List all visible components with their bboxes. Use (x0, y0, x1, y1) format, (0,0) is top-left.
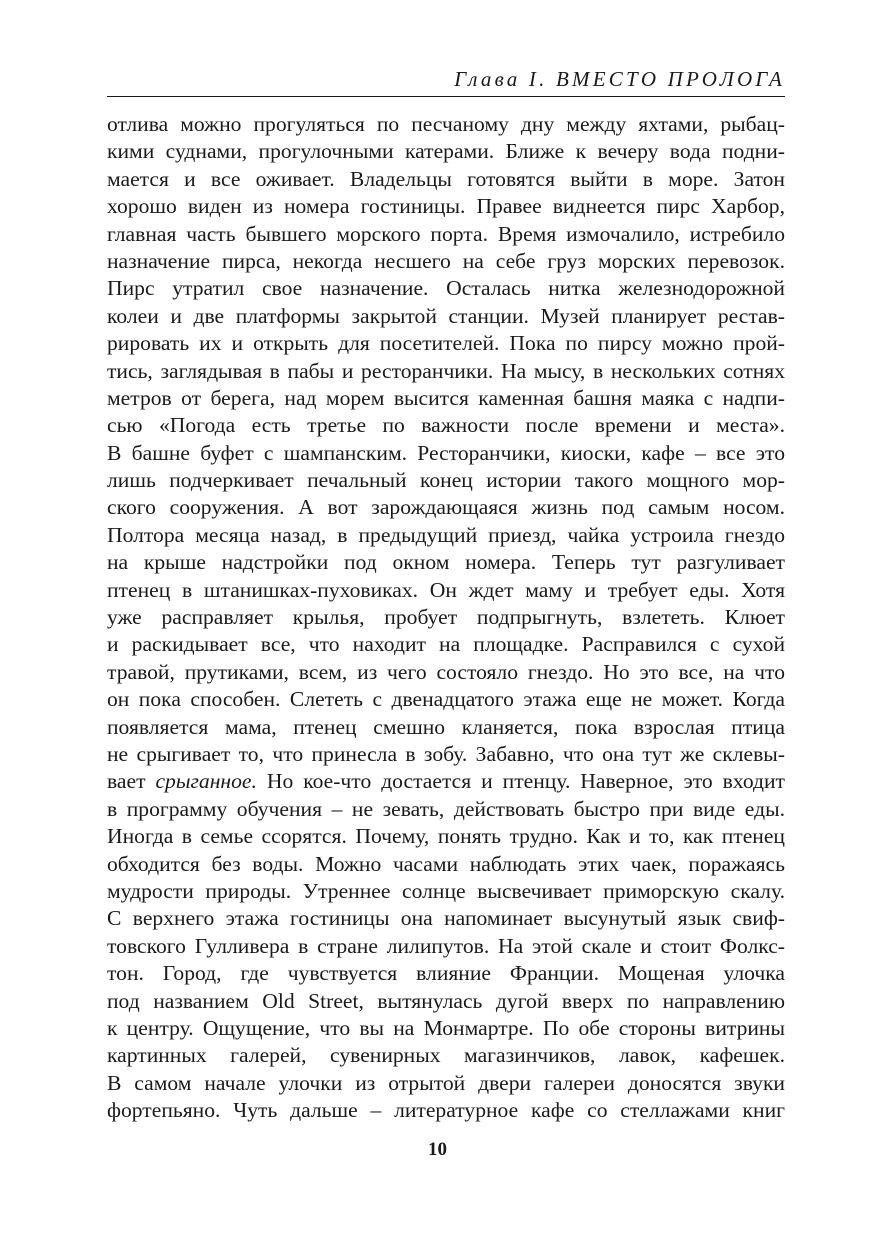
text-line: Полтора месяца назад, в предыдущий приезд, чайка устроила гнездо (107, 522, 785, 547)
text-line: главная часть бывшего морского порта. Время измочалило, истребило (107, 221, 785, 246)
text-line: хорошо виден из номера гостиницы. Правее виднеется пирс Харбор, (107, 194, 785, 219)
text-line: обходится без воды. Можно часами наблюдать этих чаек, поражаясь (107, 851, 785, 876)
text-line: тись, заглядывая в пабы и ресторанчики. На мысу, в нескольких сотнях (107, 358, 785, 383)
text-line-with-emphasis (107, 768, 785, 795)
text-line: и раскидывает все, что находит на площадке. Расправился с сухой (107, 632, 785, 657)
text-line: Иногда в семье ссорятся. Почему, понять трудно. Как и то, как птенец (107, 824, 785, 849)
text-line: фортепьяно. Чуть дальше – литературное кафе со стеллажами книг (107, 1098, 785, 1123)
text-line: мается и все оживает. Владельцы готовятся выйти в море. Затон (107, 166, 785, 191)
text-line: сью «Погода есть третье по важности после времени и места». (107, 413, 785, 438)
text-line: В самом начале улочки из отрытой двери галереи доносятся звуки (107, 1070, 785, 1095)
text-line: ского сооружения. А вот зарождающаяся жизнь под самым носом. (107, 495, 785, 520)
body-text (107, 111, 785, 1124)
text-segment: вает (107, 769, 156, 794)
running-head: Глава I. ВМЕСТО ПРОЛОГА (454, 67, 785, 91)
text-line: уже расправляет крылья, пробует подпрыгнуть, взлететь. Клюет (107, 605, 785, 630)
text-segment: Но кое-что достается и птенцу. Наверное, это входит (256, 769, 785, 794)
emphasized-word: срыганное. (155, 769, 257, 794)
text-line: назначение пирса, некогда несшего на себе груз морских перевозок. (107, 248, 785, 273)
text-line: С верхнего этажа гостиницы она напоминает высунутый язык свиф- (107, 906, 785, 931)
text-line: колеи и две платформы закрытой станции. Музей планирует рестав- (107, 303, 785, 328)
page-number: 10 (428, 1139, 447, 1160)
text-line: к центру. Ощущение, что вы на Монмартре. По обе стороны витрины (107, 1015, 785, 1040)
text-line: В башне буфет с шампанским. Ресторанчики, киоски, кафе – все это (107, 440, 785, 465)
text-line: рировать их и открыть для посетителей. Пока по пирсу можно прой- (107, 331, 785, 356)
text-line: кими суднами, прогулочными катерами. Ближе к вечеру вода подни- (107, 139, 785, 164)
text-line: в программу обучения – не зевать, действовать быстро при виде еды. (107, 796, 785, 821)
text-line: мудрости природы. Утреннее солнце высвечивает приморскую скалу. (107, 878, 785, 903)
header-rule (107, 96, 785, 97)
text-line: лишь подчеркивает печальный конец истории такого мощного мор- (107, 468, 785, 493)
text-line: отлива можно прогуляться по песчаному дну между яхтами, рыбац- (107, 112, 785, 136)
text-line: тон. Город, где чувствуется влияние Франции. Мощеная улочка (107, 961, 785, 986)
text-line: картинных галерей, сувенирных магазинчиков, лавок, кафешек. (107, 1043, 785, 1068)
text-line: он пока способен. Слететь с двенадцатого этажа еще не может. Когда (107, 687, 785, 712)
text-line: травой, прутиками, всем, из чего состояло гнездо. Но это все, на что (107, 659, 785, 684)
text-line: птенец в штанишках-пуховиках. Он ждет маму и требует еды. Хотя (107, 577, 785, 602)
text-line: не срыгивает то, что принесла в зобу. Забавно, что она тут же склевы- (107, 741, 785, 766)
text-line: товского Гулливера в стране лилипутов. На этой скале и стоит Фолкс- (107, 933, 785, 958)
text-line: Пирс утратил свое назначение. Осталась нитка железнодорожной (107, 276, 785, 301)
text-line: метров от берега, над морем высится каменная башня маяка с надпи- (107, 385, 785, 410)
text-line: на крыше надстройки под окном номера. Теперь тут разгуливает (107, 550, 785, 575)
text-line: появляется мама, птенец смешно кланяется, пока взрослая птица (107, 714, 785, 739)
text-line: под названием Old Street, вытянулась дугой вверх по направлению (107, 988, 785, 1013)
